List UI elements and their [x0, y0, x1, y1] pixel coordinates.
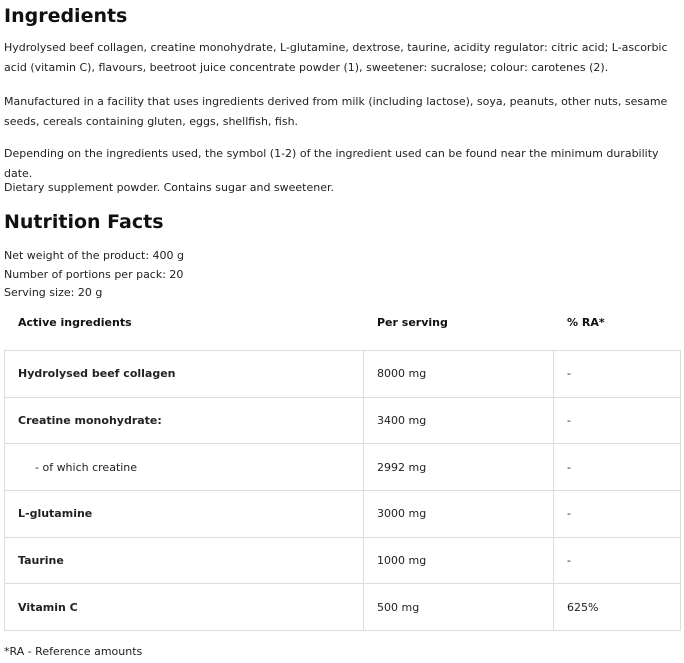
nutrition-table: [4, 350, 681, 631]
portions-text: Number of portions per pack: 20: [4, 267, 184, 281]
table-row: [5, 351, 681, 398]
ra-cell: -: [554, 491, 681, 538]
ingredients-list-text: Hydrolysed beef collagen, creatine monohydrate, L-glutamine, dextrose, taurine, acidity regulator: citric acid; L-ascorbic acid (vitamin C), flavours, beetroot juice concentrate powder (1), sweetener: sucralose; colour: carotenes (2).: [4, 41, 668, 74]
ingredient-name-cell: Hydrolysed beef collagen: [5, 351, 364, 398]
table-row: [5, 537, 681, 584]
column-header-per-serving: Per serving: [377, 316, 448, 329]
per-serving-cell: 1000 mg: [364, 537, 554, 584]
per-serving-cell: 2992 mg: [364, 444, 554, 491]
ra-cell: 625%: [554, 584, 681, 631]
per-serving-cell: 3000 mg: [364, 491, 554, 538]
per-serving-cell: 500 mg: [364, 584, 554, 631]
supplement-description-text: Dietary supplement powder. Contains sugar and sweetener.: [4, 181, 335, 194]
symbol-notice-text: Depending on the ingredients used, the symbol (1-2) of the ingredient used can be found near the minimum durability date.: [4, 147, 659, 180]
nutrition-table-header: [4, 316, 681, 336]
ingredients-heading: Ingredients: [4, 5, 128, 27]
table-row: [5, 491, 681, 538]
ra-cell: -: [554, 537, 681, 584]
ingredient-name-cell: Taurine: [5, 537, 364, 584]
nutrition-facts-heading: Nutrition Facts: [4, 211, 164, 233]
serving-size-text: Serving size: 20 g: [4, 286, 103, 299]
ingredient-name-cell: L-glutamine: [5, 491, 364, 538]
reference-amounts-footnote: *RA - Reference amounts: [4, 645, 143, 658]
per-serving-cell: 8000 mg: [364, 351, 554, 398]
column-header-ra: % RA*: [567, 316, 605, 329]
ra-cell: -: [554, 444, 681, 491]
table-row: [5, 397, 681, 444]
ingredient-name-cell: - of which creatine: [5, 444, 364, 491]
product-meta: [4, 247, 184, 303]
table-row: [5, 584, 681, 631]
allergen-notice-text: Manufactured in a facility that uses ingredients derived from milk (including lactose), soya, peanuts, other nuts, sesame seeds, cereals containing gluten, eggs, shellfish, fish.: [4, 95, 668, 128]
ingredient-name-cell: Vitamin C: [5, 584, 364, 631]
ingredient-name-cell: Creatine monohydrate:: [5, 397, 364, 444]
per-serving-cell: 3400 mg: [364, 397, 554, 444]
ra-cell: -: [554, 397, 681, 444]
net-weight-text: Net weight of the product: 400 g: [4, 249, 185, 262]
ra-cell: -: [554, 351, 681, 398]
table-row: [5, 444, 681, 491]
column-header-active-ingredients: Active ingredients: [18, 316, 132, 329]
